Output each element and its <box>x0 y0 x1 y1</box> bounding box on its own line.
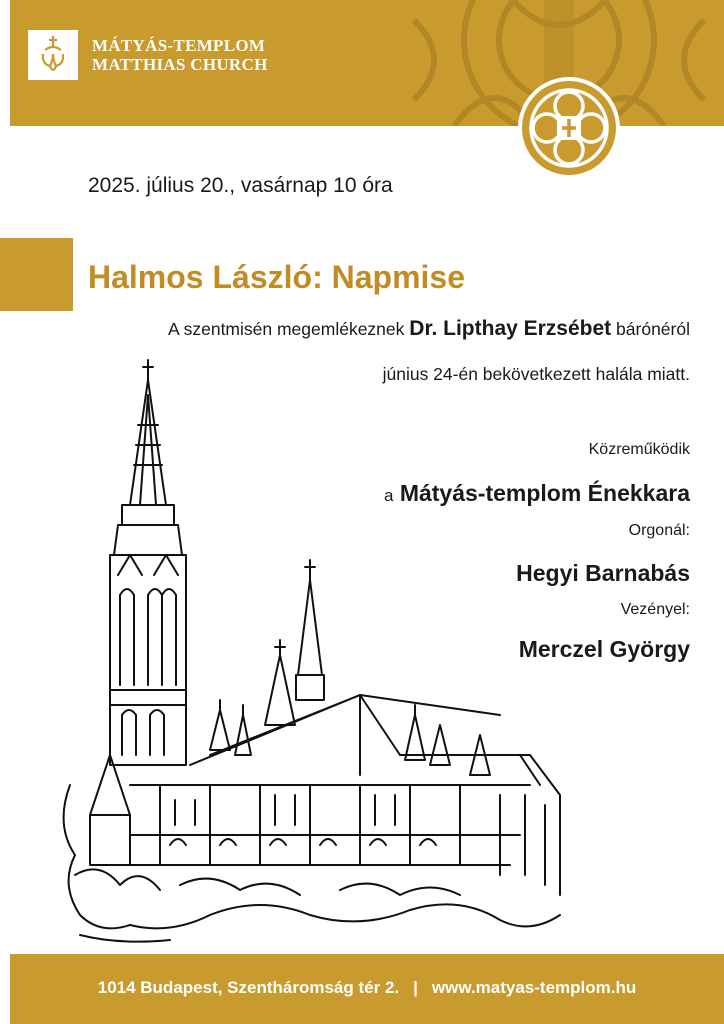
website-link[interactable]: www.matyas-templom.hu <box>431 978 637 997</box>
event-title: Halmos László: Napmise <box>88 259 465 295</box>
brand-line-2: MATTHIAS CHURCH <box>92 55 268 74</box>
brand-line-1: MÁTYÁS-TEMPLOM <box>92 36 266 55</box>
event-date: 2025. július 20., vasárnap 10 óra <box>88 174 393 197</box>
choir-name: Mátyás-templom Énekkara <box>399 480 690 506</box>
matthias-crown-cross-icon <box>28 30 78 80</box>
church-sketch-drawing <box>60 355 565 945</box>
cross-medallion-icon <box>517 76 621 180</box>
organist-label: Orgonál: <box>628 522 690 539</box>
footer-band <box>10 954 724 1024</box>
memorial-line-1 <box>168 317 690 341</box>
footer-contact-row <box>10 978 724 998</box>
address-text: 1014 Budapest, Szentháromság tér 2. <box>97 978 400 997</box>
memorial-name: Dr. Lipthay Erzsébet <box>409 317 612 340</box>
church-logo[interactable] <box>28 30 78 80</box>
brand-name <box>92 36 268 74</box>
participates-label: Közreműködik <box>588 441 690 458</box>
choir-prefix: a <box>383 486 394 505</box>
conductor-name: Merczel György <box>518 636 690 662</box>
footer-separator: | <box>413 978 418 997</box>
memorial-suffix: bárónéról <box>616 319 690 339</box>
title-accent-block <box>0 238 73 311</box>
organist-name: Hegyi Barnabás <box>516 560 690 586</box>
conductor-label: Vezényel: <box>620 601 690 618</box>
memorial-prefix: A szentmisén megemlékeznek <box>168 319 405 339</box>
memorial-line-2: június 24-én bekövetkezett halála miatt. <box>382 364 690 384</box>
